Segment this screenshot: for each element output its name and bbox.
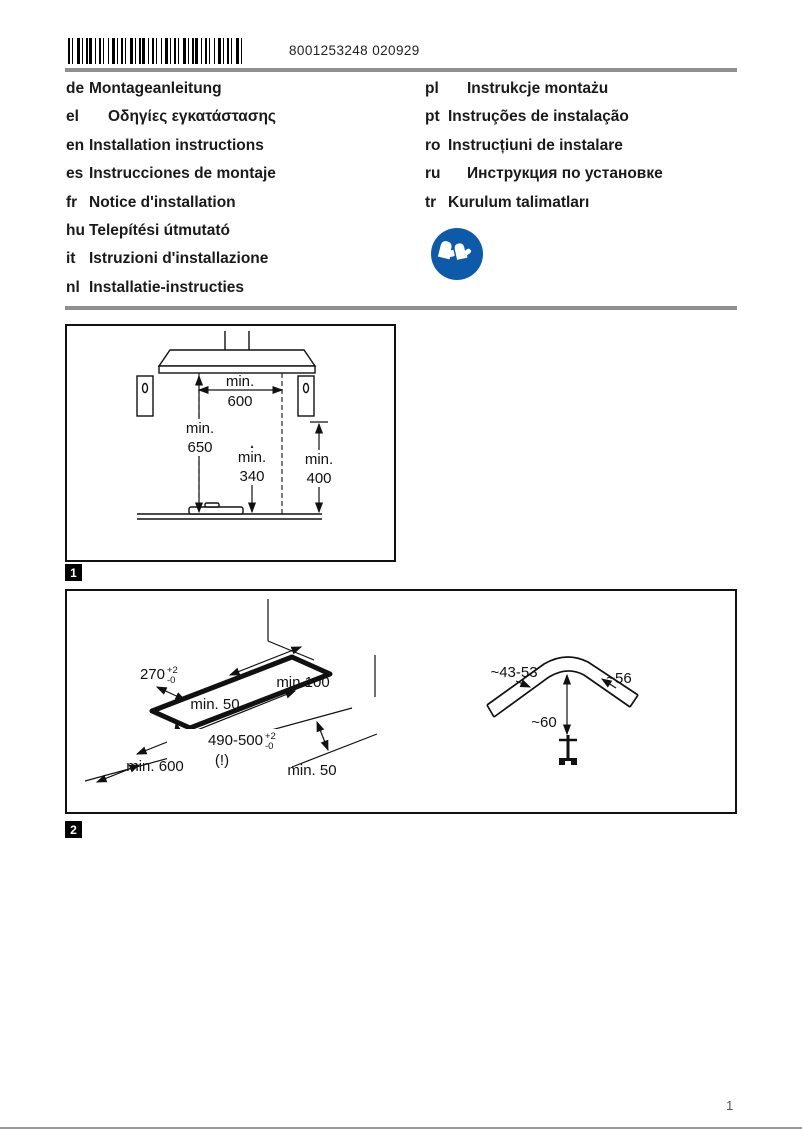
- language-code: fr: [66, 193, 78, 211]
- dim-min50-front-label: min. 50: [190, 696, 240, 713]
- document-code: 8001253248 020929: [289, 43, 420, 58]
- language-title: Istruzioni d'installazione: [89, 250, 269, 268]
- dim-hood-width: [199, 373, 282, 410]
- language-code: en: [66, 136, 85, 154]
- language-code: hu: [66, 221, 85, 239]
- language-code: pl: [425, 80, 439, 97]
- language-row: [66, 194, 276, 222]
- dim-340-value: 340: [239, 468, 265, 485]
- language-title: Instruções de instalação: [448, 108, 629, 126]
- language-code: ru: [425, 165, 441, 183]
- dim-cutout-width: [140, 665, 185, 700]
- gloves-icon-svg: [430, 227, 484, 281]
- wall-rail-right: [298, 376, 314, 416]
- language-row: [66, 250, 276, 278]
- figure-2-cutout: [65, 589, 737, 814]
- language-title: Notice d'installation: [89, 193, 236, 211]
- wear-gloves-icon: [430, 227, 484, 281]
- language-title: Installatie-instructies: [89, 278, 245, 296]
- language-row: [66, 222, 276, 250]
- language-title: Οδηγίες εγκατάστασης: [108, 108, 276, 126]
- language-row: [66, 80, 276, 108]
- language-row: [66, 108, 276, 136]
- dim-thickness-label: ~43-53: [490, 664, 538, 681]
- step-2-marker: 2: [65, 821, 82, 838]
- language-code: it: [66, 250, 76, 268]
- language-code: el: [66, 108, 79, 126]
- dim-400-min: min.: [304, 451, 334, 468]
- figure1-drawing: [67, 326, 394, 560]
- language-row: [425, 194, 663, 222]
- step-1-marker: 1: [65, 564, 82, 581]
- hood-canopy: [159, 350, 315, 366]
- dim-hood-to-worktop: [181, 376, 219, 512]
- language-row: [425, 137, 663, 165]
- language-code: tr: [425, 193, 437, 211]
- worktop-and-hob: [137, 503, 322, 519]
- cutout-outline: [152, 657, 330, 728]
- dim-400-value: 400: [306, 470, 332, 487]
- dim-270-value: 270: [139, 666, 165, 683]
- dim-hob-clearance: [233, 446, 271, 512]
- figure2-drawing: [67, 591, 735, 812]
- language-list-left: [66, 80, 276, 307]
- language-row: [425, 165, 663, 193]
- dim-hood-width-value: 600: [227, 393, 253, 410]
- dim-corner-width-label: ~56: [606, 670, 632, 687]
- clamp-icon: [559, 735, 577, 765]
- language-title: Telepítési útmutató: [89, 221, 230, 239]
- dim-270-tol-minus: -0: [167, 675, 176, 686]
- language-code: pt: [425, 108, 440, 126]
- language-code: de: [66, 80, 85, 97]
- dim-340-min: min.: [237, 449, 267, 466]
- dim-hood-width-min: min.: [225, 373, 255, 390]
- dim-490-500-tol-minus: -0: [265, 741, 274, 752]
- hood-rim: [159, 366, 315, 373]
- language-list-right: [425, 80, 663, 222]
- page-number: 1: [726, 1098, 734, 1113]
- language-code: ro: [425, 136, 441, 154]
- language-title: Installation instructions: [89, 136, 264, 154]
- rail-hole-left: [143, 384, 148, 393]
- dim-270-tol-plus: +2: [167, 665, 178, 676]
- language-title: Montageanleitung: [89, 80, 222, 97]
- barcode: [68, 38, 244, 64]
- language-code: nl: [66, 278, 80, 296]
- rail-hole-right: [304, 384, 309, 393]
- bottom-rule: [0, 1127, 802, 1129]
- language-row: [66, 279, 276, 307]
- dim-min50-side-label: min. 50: [287, 762, 337, 779]
- dim-side-clearance: [300, 422, 338, 512]
- section-divider: [65, 306, 737, 310]
- dim-side-distance: [287, 722, 336, 779]
- wall-rail-left: [137, 376, 153, 416]
- dim-650-min: min.: [185, 420, 215, 437]
- burner-cap: [205, 503, 219, 507]
- language-row: [425, 80, 663, 108]
- dim-490-500-note: (!): [214, 752, 230, 769]
- hob-profile: [189, 507, 243, 514]
- dim-clamp-distance-label: ~60: [531, 714, 557, 731]
- language-title: Instrucțiuni de instalare: [448, 136, 623, 154]
- dim-min100-label: min.100: [276, 674, 330, 691]
- dim-worktop-depth: [97, 758, 184, 782]
- language-title: Instrukcje montażu: [467, 80, 609, 97]
- header-divider: [65, 68, 737, 72]
- profile-dimensions: [490, 664, 631, 734]
- dim-650-value: 650: [187, 439, 213, 456]
- language-title: Инструкция по установке: [467, 165, 663, 183]
- dim-min600-label: min. 600: [126, 758, 184, 775]
- language-row: [66, 165, 276, 193]
- language-row: [66, 137, 276, 165]
- dim-490-500-value: 490-500: [207, 732, 263, 749]
- language-row: [425, 108, 663, 136]
- language-title: Kurulum talimatları: [448, 193, 590, 211]
- figure-1-clearances: [65, 324, 396, 562]
- extractor-hood: [159, 331, 315, 373]
- language-title: Instrucciones de montaje: [89, 165, 276, 183]
- dim-490-500-tol-plus: +2: [265, 731, 276, 742]
- language-code: es: [66, 165, 84, 183]
